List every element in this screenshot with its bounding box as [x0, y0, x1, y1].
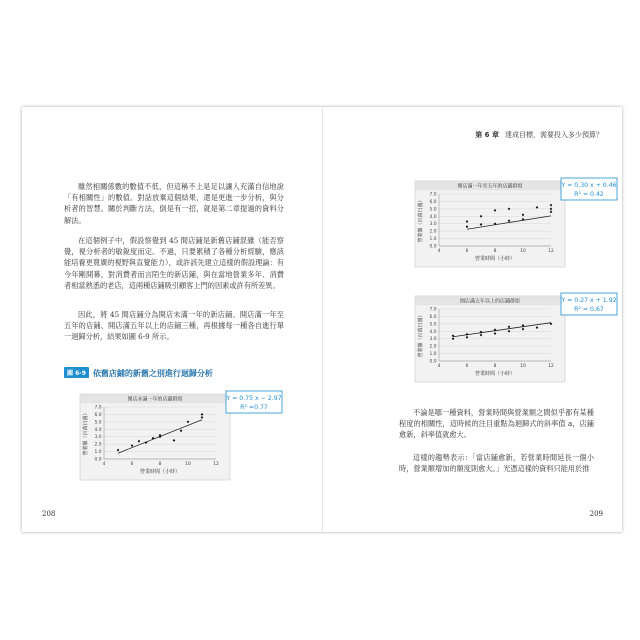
left-paragraph-1: 雖然相關係數的數值不低，但這稱不上是足以讓人充滿自信地說「有相關性」的數值。對話放棄這個結果，還是更進一步分析，與分析者的智慧。關於判斷方法，倒是有一招，就是第二章提過的資料分解法。 — [64, 182, 284, 225]
page-number-left: 208 — [42, 510, 56, 518]
y-tick-label: 3.0 — [429, 337, 437, 343]
x-tick-label: 10 — [520, 249, 526, 254]
left-paragraph-3: 因此，將 45 間店鋪分為開店未滿一年的新店鋪、開店滿一年至五年的店鋪、開店滿五年以上的店鋪三種，再根據每一種各自進行單一迴歸分析，結果如圖 6-9 所示。 — [64, 310, 284, 342]
r-squared-value: R² =0.77 — [240, 404, 268, 411]
r-squared-value: R² = 0.67 — [574, 306, 604, 313]
x-axis-label: 營業時間（小時） — [474, 256, 516, 262]
x-tick-label: 12 — [548, 364, 554, 369]
y-tick-label: 5.0 — [429, 207, 437, 213]
y-tick-label: 5.0 — [94, 420, 102, 426]
x-tick-label: 8 — [493, 249, 497, 254]
x-tick-label: 8 — [158, 462, 162, 467]
y-tick-label: 0.0 — [429, 244, 437, 250]
x-tick-label: 6 — [130, 462, 134, 467]
regression-equation: Y = 0.75 x − 2.97 — [226, 395, 282, 402]
y-tick-label: 0.0 — [94, 457, 102, 463]
chart-title: 開店滿一年至五年的店鋪群組 — [457, 183, 523, 190]
r-squared-value: R² = 0.42 — [574, 191, 604, 198]
y-tick-label: 4.0 — [94, 427, 102, 433]
chart-over-5-year-stores — [415, 296, 629, 382]
y-tick-label: 2.0 — [429, 344, 437, 350]
chart-new-stores — [80, 394, 294, 480]
x-tick-label: 12 — [548, 249, 554, 254]
regression-equation: Y = 0.30 x + 0.46 — [561, 182, 617, 189]
y-tick-label: 4.0 — [429, 214, 437, 220]
y-tick-label: 2.0 — [429, 229, 437, 235]
chart-title: 開店滿五年以上的店鋪群組 — [459, 298, 521, 305]
running-head-chapter: 第 6 章 — [475, 131, 499, 139]
y-axis-label: 營業額（百萬日圓） — [83, 410, 89, 456]
y-axis-label: 營業額（百萬日圓） — [418, 197, 424, 243]
y-tick-label: 1.0 — [429, 352, 437, 358]
page-number-right: 209 — [589, 510, 603, 518]
chart-svg — [415, 296, 629, 382]
x-tick-label: 10 — [185, 462, 191, 467]
x-tick-label: 6 — [465, 249, 469, 254]
chart-svg — [415, 181, 629, 267]
x-tick-label: 8 — [493, 364, 497, 369]
x-tick-label: 4 — [437, 364, 441, 369]
left-page — [22, 107, 322, 532]
y-tick-label: 7.0 — [429, 307, 437, 313]
chart-svg — [80, 394, 294, 480]
y-tick-label: 6.0 — [94, 412, 102, 418]
x-tick-label: 10 — [520, 364, 526, 369]
regression-equation: Y = 0.27 x + 1.92 — [561, 297, 617, 304]
figure-tag: 圖 6-9 — [64, 367, 89, 378]
y-axis-label: 營業額（百萬日圓） — [418, 312, 424, 358]
x-tick-label: 6 — [465, 364, 469, 369]
y-tick-label: 3.0 — [94, 435, 102, 441]
y-tick-label: 7.0 — [429, 192, 437, 198]
running-head-title: 達成目標，需要投入多少預算？ — [505, 131, 603, 139]
right-page — [323, 107, 623, 532]
right-paragraph-2: 這樣的趨勢表示：「當店鋪愈新，若營業時間延長一個小時，營業額增加的額度則愈大。」光憑這樣的資料只能用於推 — [399, 453, 594, 474]
book-spread — [22, 107, 622, 532]
chart-title: 開店未滿一年的店鋪群組 — [127, 396, 183, 403]
y-tick-label: 3.0 — [429, 222, 437, 228]
x-tick-label: 4 — [437, 249, 441, 254]
y-tick-label: 0.0 — [429, 359, 437, 365]
y-tick-label: 7.0 — [94, 405, 102, 411]
y-tick-label: 6.0 — [429, 314, 437, 320]
x-tick-label: 4 — [102, 462, 106, 467]
x-axis-label: 營業時間（小時） — [139, 469, 181, 475]
chart-1-to-5-year-stores — [415, 181, 629, 267]
y-tick-label: 6.0 — [429, 199, 437, 205]
left-paragraph-2: 在這個例子中，假設察覺到 45 間店鋪是新舊店鋪混雜（能否察覺，視分析者的敏銳度而定。不過，只要累積了各種分析經驗，應該能培養更寬廣的視野與直覺能力），或許該先建立這樣的假設理論：有今年剛開幕，對消費者而言陌生的新店鋪，與在當地營業多年、消費者相當熟悉的老店，這兩種店鋪吸引顧客上門的因素或許有所差異。 — [64, 236, 284, 290]
y-tick-label: 2.0 — [94, 442, 102, 448]
figure-title: 依舊店鋪的新舊之別進行迴歸分析 — [92, 369, 213, 378]
x-tick-label: 12 — [213, 462, 219, 467]
running-head — [475, 130, 603, 140]
y-tick-label: 5.0 — [429, 322, 437, 328]
right-paragraph-1: 不論是哪一種資料，營業時間與營業額之間似乎都有某種程度的相關性，這時候的注目重點為迴歸式的斜率值 a，店鋪愈新，斜率值就愈大。 — [399, 408, 594, 440]
figure-caption — [64, 367, 213, 379]
x-axis-label: 營業時間（小時） — [474, 371, 516, 377]
y-tick-label: 4.0 — [429, 329, 437, 335]
y-tick-label: 1.0 — [94, 450, 102, 456]
y-tick-label: 1.0 — [429, 237, 437, 243]
